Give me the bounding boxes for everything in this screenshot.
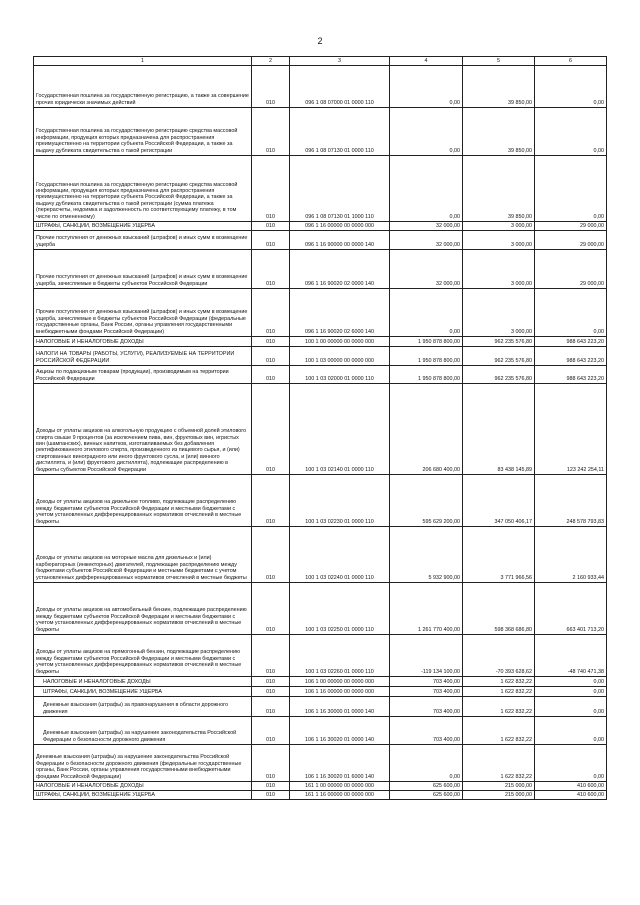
row-value5-cell: 3 771 966,56 xyxy=(463,527,535,583)
row-code-cell: 010 xyxy=(252,66,290,108)
row-value4-cell: 703 400,00 xyxy=(390,717,463,745)
table-row xyxy=(34,697,607,717)
row-code-cell: 010 xyxy=(252,583,290,635)
table-row xyxy=(34,231,607,250)
row-name-cell: Доходы от уплаты акцизов на алкогольную продукцию с объемной долей этилового спирта свыше 9 процентов (за исключением пива, вин, фруктовых вин, игристых вин (шампанских), винных напитков, изготавливаемых без добавления ректификованного этилового спирта, произведенного из пищевого сырья, и (или) спиртованных виноградного или иного фруктового сусла, и (или) винного дистиллята, и (или) фруктового дистиллята), подлежащие распределению в бюджеты субъектов Российской Федерации xyxy=(34,384,252,475)
row-kbk-cell: 106 1 16 30020 01 0000 140 xyxy=(290,717,390,745)
table-row xyxy=(34,583,607,635)
row-value5-cell: 1 622 832,22 xyxy=(463,687,535,697)
row-code-cell: 010 xyxy=(252,527,290,583)
row-kbk-cell: 096 1 16 00000 00 0000 000 xyxy=(290,222,390,231)
row-value6-cell: 0,00 xyxy=(535,289,607,337)
page-number: 2 xyxy=(317,36,323,46)
row-kbk-cell: 100 1 03 02260 01 0000 110 xyxy=(290,635,390,677)
row-value6-cell: 988 643 223,20 xyxy=(535,366,607,384)
row-value4-cell: 0,00 xyxy=(390,745,463,782)
row-value4-cell: 625 600,00 xyxy=(390,791,463,800)
row-kbk-cell: 096 1 16 90000 00 0000 140 xyxy=(290,231,390,250)
row-value4-cell: 0,00 xyxy=(390,66,463,108)
row-code-cell: 010 xyxy=(252,231,290,250)
row-value6-cell: 988 643 223,20 xyxy=(535,347,607,366)
row-kbk-cell: 096 1 08 07130 01 0000 110 xyxy=(290,108,390,156)
row-value5-cell: 962 235 576,80 xyxy=(463,347,535,366)
row-value5-cell: 347 050 406,17 xyxy=(463,475,535,527)
row-code-cell: 010 xyxy=(252,791,290,800)
row-name-cell: Денежные взыскания (штрафы) за правонарушения в области дорожного движения xyxy=(34,697,252,717)
row-value5-cell: 215 000,00 xyxy=(463,782,535,791)
row-code-cell: 010 xyxy=(252,337,290,347)
table-row xyxy=(34,782,607,791)
row-value6-cell: 663 401 713,20 xyxy=(535,583,607,635)
row-code-cell: 010 xyxy=(252,366,290,384)
row-value6-cell: 123 242 254,11 xyxy=(535,384,607,475)
row-value5-cell: 1 622 832,22 xyxy=(463,677,535,687)
row-name-cell: Доходы от уплаты акцизов на прямогонный бензин, подлежащие распределению между бюджетами субъектов Российской Федерации и местными бюджетами с учетом установленных дифференцированных нормативов отчислений в местные бюджеты xyxy=(34,635,252,677)
row-value5-cell: 1 622 832,22 xyxy=(463,745,535,782)
row-value6-cell: -48 740 471,38 xyxy=(535,635,607,677)
row-code-cell: 010 xyxy=(252,697,290,717)
row-code-cell: 010 xyxy=(252,156,290,222)
row-value4-cell: 206 680 400,00 xyxy=(390,384,463,475)
row-code-cell: 010 xyxy=(252,289,290,337)
row-value6-cell: 29 000,00 xyxy=(535,231,607,250)
row-value6-cell: 2 160 933,44 xyxy=(535,527,607,583)
row-name-cell: НАЛОГОВЫЕ И НЕНАЛОГОВЫЕ ДОХОДЫ xyxy=(34,677,252,687)
row-code-cell: 010 xyxy=(252,745,290,782)
table-row xyxy=(34,527,607,583)
table-row xyxy=(34,289,607,337)
row-value4-cell: 1 950 878 800,00 xyxy=(390,366,463,384)
row-code-cell: 010 xyxy=(252,384,290,475)
row-value5-cell: 3 000,00 xyxy=(463,231,535,250)
table-row xyxy=(34,791,607,800)
row-value5-cell: 962 235 576,80 xyxy=(463,337,535,347)
row-value6-cell: 29 000,00 xyxy=(535,222,607,231)
row-kbk-cell: 106 1 16 30000 01 0000 140 xyxy=(290,697,390,717)
row-kbk-cell: 096 1 16 90020 02 0000 140 xyxy=(290,250,390,289)
row-code-cell: 010 xyxy=(252,347,290,366)
row-kbk-cell: 100 1 03 02250 01 0000 110 xyxy=(290,583,390,635)
row-kbk-cell: 100 1 03 02000 01 0000 110 xyxy=(290,366,390,384)
table-row xyxy=(34,66,607,108)
row-code-cell: 010 xyxy=(252,677,290,687)
row-value4-cell: 703 400,00 xyxy=(390,687,463,697)
row-value4-cell: 1 950 878 800,00 xyxy=(390,337,463,347)
row-value4-cell: 0,00 xyxy=(390,289,463,337)
row-kbk-cell: 096 1 08 07000 01 0000 110 xyxy=(290,66,390,108)
row-kbk-cell: 100 1 00 00000 00 0000 000 xyxy=(290,337,390,347)
row-kbk-cell: 100 1 03 02240 01 0000 110 xyxy=(290,527,390,583)
row-name-cell: ШТРАФЫ, САНКЦИИ, ВОЗМЕЩЕНИЕ УЩЕРБА xyxy=(34,791,252,800)
row-value4-cell: 0,00 xyxy=(390,108,463,156)
row-name-cell: Прочие поступления от денежных взысканий (штрафов) и иных сумм в возмещение ущерба xyxy=(34,231,252,250)
row-kbk-cell: 100 1 03 00000 00 0000 000 xyxy=(290,347,390,366)
row-value6-cell: 248 578 793,83 xyxy=(535,475,607,527)
table-row xyxy=(34,687,607,697)
row-code-cell: 010 xyxy=(252,782,290,791)
row-kbk-cell: 161 1 16 00000 00 0000 000 xyxy=(290,791,390,800)
row-value4-cell: 1 261 770 400,00 xyxy=(390,583,463,635)
row-name-cell: Акцизы по подакцизным товарам (продукции), производимым на территории Российской Федерации xyxy=(34,366,252,384)
row-value5-cell: 598 368 686,80 xyxy=(463,583,535,635)
row-value6-cell: 0,00 xyxy=(535,717,607,745)
row-code-cell: 010 xyxy=(252,635,290,677)
row-name-cell: Прочие поступления от денежных взысканий (штрафов) и иных сумм в возмещение ущерба, зачисляемые в бюджеты субъектов Российской Федерации (федеральные государственные органы, Банк России, органы управления государственными внебюджетными фондами Российской Федерации) xyxy=(34,289,252,337)
table-row xyxy=(34,475,607,527)
header-row xyxy=(34,57,607,66)
row-name-cell: Доходы от уплаты акцизов на моторные масла для дизельных и (или) карбюраторных (инжекторных) двигателей, подлежащие распределению между бюджетами субъектов Российской Федерации и местными бюджетами с учетом установленных дифференцированных нормативов отчислений в местные бюджеты xyxy=(34,527,252,583)
row-value6-cell: 410 600,00 xyxy=(535,791,607,800)
row-name-cell: Денежные взыскания (штрафы) за нарушение законодательства Российской Федерации о безопасности дорожного движения (федеральные государственные органы, Банк России, органы управления государственными внебюджетными фондами Российской Федерации) xyxy=(34,745,252,782)
row-name-cell: Государственная пошлина за государственную регистрацию, а также за совершение прочих юридически значимых действий xyxy=(34,66,252,108)
row-value6-cell: 0,00 xyxy=(535,66,607,108)
table-row xyxy=(34,745,607,782)
row-value6-cell: 0,00 xyxy=(535,156,607,222)
row-name-cell: ШТРАФЫ, САНКЦИИ, ВОЗМЕЩЕНИЕ УЩЕРБА xyxy=(34,222,252,231)
row-name-cell: Доходы от уплаты акцизов на автомобильный бензин, подлежащие распределению между бюджетами субъектов Российской Федерации и местными бюджетами с учетом установленных дифференцированных нормативов отчислений в местные бюджеты xyxy=(34,583,252,635)
row-name-cell: Прочие поступления от денежных взысканий (штрафов) и иных сумм в возмещение ущерба, зачисляемые в бюджеты субъектов Российской Федерации xyxy=(34,250,252,289)
row-value5-cell: 39 850,00 xyxy=(463,108,535,156)
row-kbk-cell: 161 1 00 00000 00 0000 000 xyxy=(290,782,390,791)
row-code-cell: 010 xyxy=(252,250,290,289)
row-name-cell: НАЛОГОВЫЕ И НЕНАЛОГОВЫЕ ДОХОДЫ xyxy=(34,337,252,347)
row-value4-cell: -119 134 100,00 xyxy=(390,635,463,677)
row-value6-cell: 29 000,00 xyxy=(535,250,607,289)
header-cell-5: 5 xyxy=(463,57,535,66)
row-name-cell: Доходы от уплаты акцизов на дизельное топливо, подлежащие распределению между бюджетами субъектов Российской Федерации и местными бюджетами с учетом установленных дифференцированных нормативов отчислений в местные бюджеты xyxy=(34,475,252,527)
header-cell-2: 2 xyxy=(252,57,290,66)
row-name-cell: Государственная пошлина за государственную регистрацию средства массовой информации, продукция которых предназначена для распространения преимущественно на территории субъекта Российской Федерации, а также за выдачу дубликата свидетельства о такой регистрации (сумма платежа (перерасчеты, недоимка и задолженность по соответствующему платежу, в том числе по отмененному) xyxy=(34,156,252,222)
table-row xyxy=(34,222,607,231)
row-kbk-cell: 096 1 08 07130 01 1000 110 xyxy=(290,156,390,222)
row-value5-cell: 215 000,00 xyxy=(463,791,535,800)
table-row xyxy=(34,717,607,745)
row-value6-cell: 0,00 xyxy=(535,677,607,687)
row-value4-cell: 703 400,00 xyxy=(390,677,463,687)
row-value5-cell: 83 438 145,89 xyxy=(463,384,535,475)
row-code-cell: 010 xyxy=(252,475,290,527)
row-value4-cell: 32 000,00 xyxy=(390,250,463,289)
row-value4-cell: 703 400,00 xyxy=(390,697,463,717)
row-name-cell: Государственная пошлина за государственную регистрацию средства массовой информации, продукция которых предназначена для распространения преимущественно на территории субъекта Российской Федерации, а также за выдачу дубликата свидетельства о такой регистрации xyxy=(34,108,252,156)
header-cell-1: 1 xyxy=(34,57,252,66)
table-row xyxy=(34,366,607,384)
table-row xyxy=(34,384,607,475)
table-row xyxy=(34,250,607,289)
table-row xyxy=(34,108,607,156)
row-kbk-cell: 106 1 16 30020 01 6000 140 xyxy=(290,745,390,782)
row-kbk-cell: 106 1 00 00000 00 0000 000 xyxy=(290,677,390,687)
row-value5-cell: 3 000,00 xyxy=(463,289,535,337)
table-row xyxy=(34,347,607,366)
row-value5-cell: 1 622 832,22 xyxy=(463,697,535,717)
row-value4-cell: 32 000,00 xyxy=(390,231,463,250)
revenue-table xyxy=(33,56,607,800)
table-row xyxy=(34,337,607,347)
row-value4-cell: 32 000,00 xyxy=(390,222,463,231)
table-row xyxy=(34,635,607,677)
row-kbk-cell: 100 1 03 02230 01 0000 110 xyxy=(290,475,390,527)
row-value6-cell: 0,00 xyxy=(535,745,607,782)
row-kbk-cell: 106 1 16 00000 00 0000 000 xyxy=(290,687,390,697)
row-value5-cell: 39 850,00 xyxy=(463,66,535,108)
row-value5-cell: -70 393 628,62 xyxy=(463,635,535,677)
header-cell-6: 6 xyxy=(535,57,607,66)
row-name-cell: Денежные взыскания (штрафы) за нарушение законодательства Российской Федерации о безопасности дорожного движения xyxy=(34,717,252,745)
table-row xyxy=(34,677,607,687)
row-value5-cell: 962 235 576,80 xyxy=(463,366,535,384)
row-value4-cell: 5 932 900,00 xyxy=(390,527,463,583)
row-value4-cell: 625 600,00 xyxy=(390,782,463,791)
row-value5-cell: 3 000,00 xyxy=(463,222,535,231)
row-name-cell: НАЛОГИ НА ТОВАРЫ (РАБОТЫ, УСЛУГИ), РЕАЛИЗУЕМЫЕ НА ТЕРРИТОРИИ РОССИЙСКОЙ ФЕДЕРАЦИИ xyxy=(34,347,252,366)
row-kbk-cell: 096 1 16 90020 02 6000 140 xyxy=(290,289,390,337)
row-code-cell: 010 xyxy=(252,717,290,745)
row-value4-cell: 0,00 xyxy=(390,156,463,222)
row-value6-cell: 0,00 xyxy=(535,108,607,156)
row-value6-cell: 410 600,00 xyxy=(535,782,607,791)
row-value5-cell: 39 850,00 xyxy=(463,156,535,222)
table-row xyxy=(34,156,607,222)
row-name-cell: НАЛОГОВЫЕ И НЕНАЛОГОВЫЕ ДОХОДЫ xyxy=(34,782,252,791)
header-cell-4: 4 xyxy=(390,57,463,66)
row-value6-cell: 0,00 xyxy=(535,697,607,717)
row-kbk-cell: 100 1 03 02140 01 0000 110 xyxy=(290,384,390,475)
row-value5-cell: 3 000,00 xyxy=(463,250,535,289)
row-name-cell: ШТРАФЫ, САНКЦИИ, ВОЗМЕЩЕНИЕ УЩЕРБА xyxy=(34,687,252,697)
header-cell-3: 3 xyxy=(290,57,390,66)
row-code-cell: 010 xyxy=(252,687,290,697)
row-value4-cell: 595 629 200,00 xyxy=(390,475,463,527)
row-value5-cell: 1 622 832,22 xyxy=(463,717,535,745)
row-value6-cell: 0,00 xyxy=(535,687,607,697)
row-value6-cell: 988 643 223,20 xyxy=(535,337,607,347)
row-value4-cell: 1 950 878 800,00 xyxy=(390,347,463,366)
row-code-cell: 010 xyxy=(252,222,290,231)
row-code-cell: 010 xyxy=(252,108,290,156)
